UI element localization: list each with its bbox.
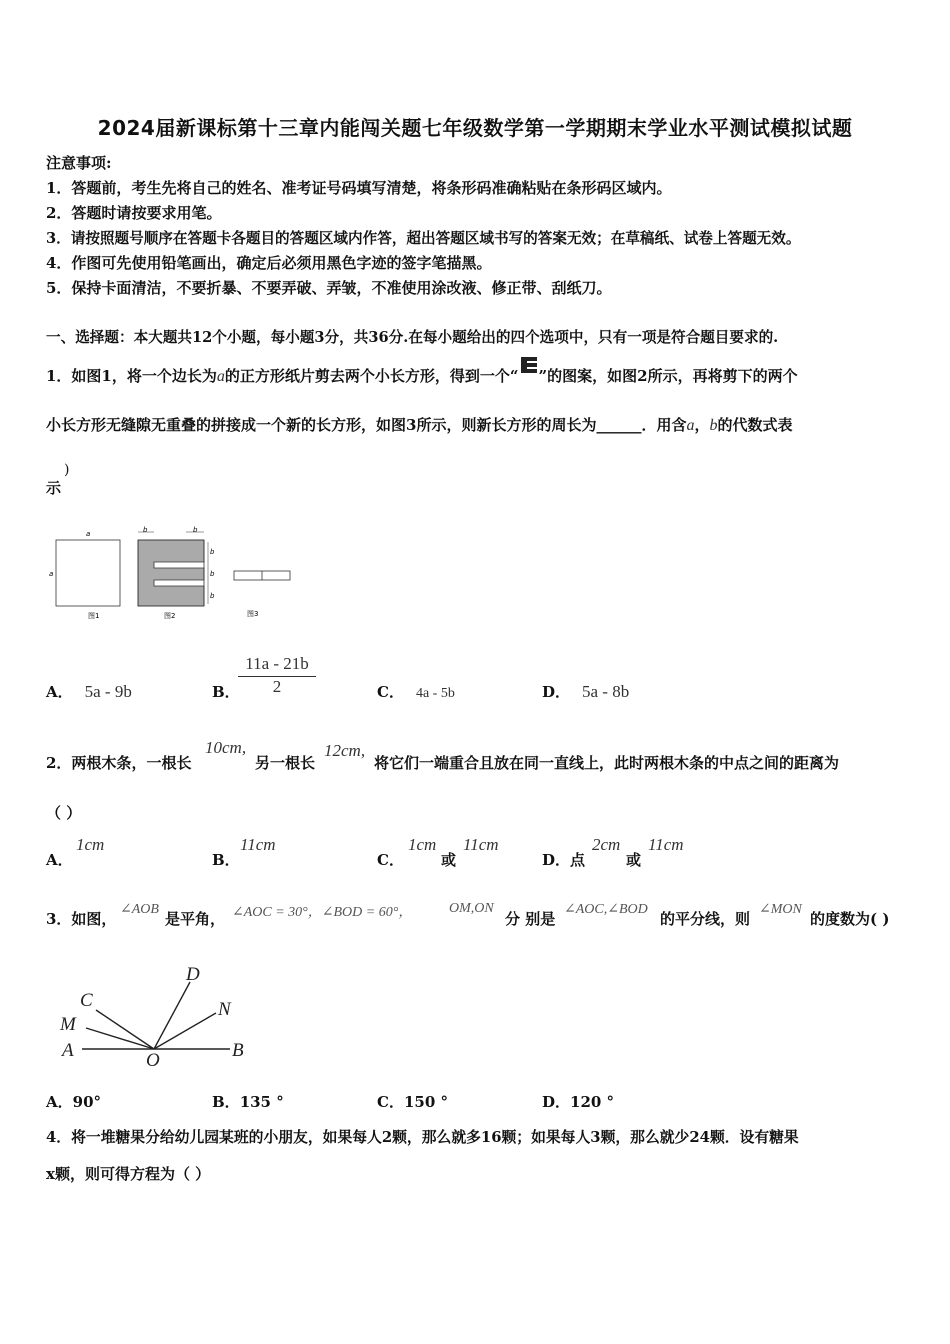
e-shape-icon [519, 355, 539, 375]
label-o: O [146, 1050, 160, 1070]
q4-line1: 4．将一堆糖果分给幼儿园某班的小朋友，如果每人2颗，那么就多16颗；如果每人3颗，那么就少24颗．设有糖果 [46, 1129, 799, 1146]
option-value: 135 ° [239, 1093, 284, 1111]
q2-math-10cm: 10cm, [205, 738, 247, 757]
q2-stem: 另一根长 [255, 754, 316, 772]
q1-option-b-fraction[interactable] [238, 654, 316, 697]
q1-var-b: b [709, 417, 718, 434]
q3-stem: 是平角， [165, 910, 226, 928]
q2-option-d-expr: 2cm [592, 835, 621, 854]
option-label: C． [377, 1093, 404, 1111]
option-value: 150 ° [403, 1093, 448, 1111]
q1-line3: 示 [46, 479, 62, 497]
q1-text: 的代数式表 [717, 416, 793, 434]
q3-angle-figure [56, 958, 256, 1070]
fig1-square [56, 540, 120, 606]
q2-option-d-expr2: 11cm [648, 835, 684, 854]
q3-math-angles: ∠AOC = 30°，∠BOD = 60°， [232, 905, 413, 920]
q1-var-a: a [686, 417, 695, 434]
label-d: D [186, 964, 200, 985]
notice-item: 4．作图可先使用铅笔画出，确定后必须用黑色字迹的签字笔描黑。 [46, 254, 492, 272]
notice-item: 2．答题时请按要求用笔。 [46, 204, 222, 222]
section-heading: 一、选择题：本大题共12个小题，每小题3分，共36分.在每小题给出的四个选项中，只有一项是符合题目要求的. [46, 329, 779, 346]
q4-line2: x颗，则可得方程为（ ） [46, 1165, 211, 1183]
option-value: 120 ° [570, 1093, 615, 1111]
q1-text: 的正方形纸片剪去两个小长方形，得到一个“ [224, 367, 519, 385]
label-b: B [232, 1040, 244, 1061]
page-title: 2024届新课标第十三章内能闯关题七年级数学第一学期期末学业水平测试模拟试题 [97, 116, 853, 140]
fig2-shape [138, 540, 204, 606]
q2-option-d-label[interactable]: D．点 [542, 851, 586, 869]
q2-option-c-expr: 1cm [408, 835, 437, 854]
q2-option-b-expr: 11cm [240, 835, 276, 854]
q2-option-c-expr2: 11cm [463, 835, 499, 854]
q2-math-12cm: 12cm, [324, 741, 366, 760]
q1-paren: ) [64, 462, 70, 478]
q2-option-a-label[interactable]: A． [46, 851, 73, 869]
fraction-denominator: 2 [272, 677, 282, 696]
option-label: A． [46, 683, 73, 701]
q1-option-d[interactable] [542, 681, 629, 702]
q2-option-c-or: 或 [441, 851, 457, 869]
label-n: N [218, 999, 231, 1020]
q3-option-a[interactable] [46, 1091, 101, 1112]
q1-option-b-label[interactable]: B． [212, 683, 240, 701]
option-expr: 4a - 5b [415, 686, 455, 701]
q1-option-c[interactable] [377, 681, 455, 702]
q1-figures [48, 524, 298, 624]
q1-text: 小长方形无缝隙无重叠的拼接成一个新的长方形，如图3所示，则新长方形的周长为______．用含 [46, 416, 687, 434]
option-label: A． [46, 1093, 73, 1111]
q2-option-a-expr: 1cm [76, 835, 105, 854]
q3-math-aob: ∠AOB [120, 902, 159, 917]
q1-var-a: a [216, 368, 225, 385]
q3-math-om-on: OM,ON [449, 901, 494, 916]
q3-option-c[interactable] [377, 1091, 448, 1112]
q1-option-a[interactable] [46, 681, 132, 702]
option-expr: 5a - 8b [582, 682, 630, 701]
ray-oc [96, 1010, 154, 1049]
fig2-label-b: b [210, 570, 215, 578]
fig1-caption: 图1 [88, 612, 100, 620]
q2-stem: 2．两根木条，一根长 [46, 754, 192, 772]
fig2-label-b: b [143, 526, 148, 534]
notice-item: 1．答题前，考生先将自己的姓名、准考证号码填写清楚，将条形码准确粘贴在条形码区域内。 [46, 179, 672, 197]
fig2-label-b: b [193, 526, 198, 534]
option-label: D． [542, 683, 571, 701]
fig2-label-b: b [210, 548, 215, 556]
q1-text: ”的图案，如图2所示，再将剪下的两个 [538, 367, 798, 385]
fig1-label-a-top: a [86, 530, 91, 538]
q3-stem: 3．如图， [46, 910, 117, 928]
notice-heading: 注意事项: [46, 154, 112, 172]
q2-stem: 将它们一端重合且放在同一直线上，此时两根木条的中点之间的距离为 [374, 754, 840, 772]
fig1-label-a-left: a [49, 570, 54, 578]
label-c: C [80, 990, 93, 1011]
q1-line1 [46, 365, 798, 386]
q2-option-d-or: 或 [626, 851, 642, 869]
q3-stem: 的平分线，则 [660, 910, 751, 928]
notice-item: 5．保持卡面清洁，不要折暴、不要弄破、弄皱，不准使用涂改液、修正带、刮纸刀。 [46, 279, 612, 297]
q3-option-b[interactable] [212, 1091, 284, 1112]
q1-text: 1．如图1，将一个边长为 [46, 367, 217, 385]
fig3-caption: 图3 [247, 610, 259, 618]
ray-om [86, 1028, 154, 1049]
option-label: D． [542, 1093, 571, 1111]
option-label: C． [377, 683, 404, 701]
option-value: 90° [72, 1093, 102, 1111]
q3-math-mon: ∠MON [759, 902, 802, 917]
fig2-label-b: b [210, 592, 215, 600]
fig2-caption: 图2 [164, 612, 176, 620]
q3-math-aoc-bod: ∠AOC,∠BOD [564, 902, 648, 917]
label-a: A [62, 1040, 74, 1061]
q2-paren: （ ） [46, 804, 82, 822]
q2-option-c-label[interactable]: C． [377, 851, 404, 869]
option-label: B． [212, 1093, 240, 1111]
fraction-numerator: 11a - 21b [238, 654, 316, 677]
q1-text: ， [694, 416, 710, 434]
option-expr: 5a - 9b [84, 682, 132, 701]
q3-stem: 的度数为( ) [810, 910, 890, 928]
notice-item: 3．请按照题号顺序在答题卡各题目的答题区域内作答，超出答题区域书写的答案无效；在草稿纸、试卷上答题无效。 [46, 230, 801, 247]
q3-stem: 分 别是 [505, 910, 556, 928]
label-m: M [60, 1014, 76, 1035]
q3-option-d[interactable] [542, 1091, 614, 1112]
q1-line2 [46, 414, 792, 435]
q2-option-b-label[interactable]: B． [212, 851, 240, 869]
